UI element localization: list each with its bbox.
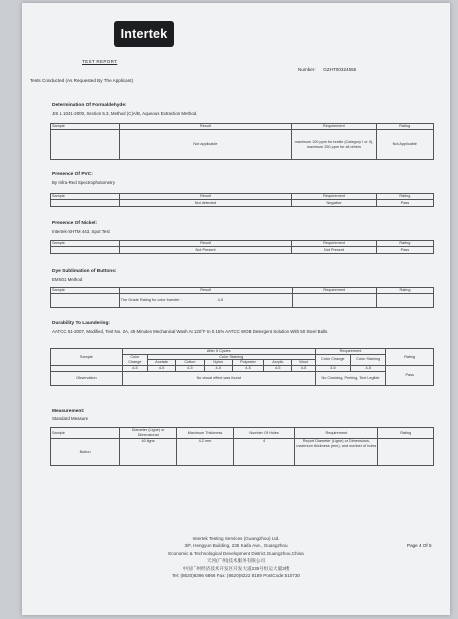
table-header: After 5 Cycles — [122, 349, 315, 355]
pvc-title: Presence Of PVC: — [52, 172, 93, 177]
table-header: Requirement — [315, 349, 386, 355]
table-header: Rating — [378, 428, 434, 439]
dye-table — [50, 287, 434, 308]
table-cell: 3-5 — [315, 365, 350, 371]
rating-cell: Pass — [376, 247, 433, 254]
table-header: Color Staining — [147, 354, 315, 360]
table-header: Diameter (Ligne) or Dimensional — [120, 428, 177, 439]
requirement-cell: maximum 100 ppm for textile (Category I or II), maximum 250 ppm for all others — [292, 130, 376, 160]
pvc-table — [50, 193, 434, 207]
report-title: TEST REPORT — [82, 59, 118, 64]
intertek-logo: Intertek — [114, 21, 174, 47]
table-header: Rating — [376, 288, 433, 294]
sample-cell: Button — [51, 439, 120, 466]
dye-method: EMS01 Method — [52, 277, 83, 282]
result-cell — [119, 294, 292, 308]
requirement-cell: Not Present — [292, 247, 377, 254]
footer-address — [22, 535, 450, 579]
table-header: Requirement — [292, 124, 376, 130]
table-header: Acrylic — [264, 360, 292, 366]
table-header: Result — [119, 124, 291, 130]
table-header: Sample — [51, 241, 120, 247]
table-header: Color Change — [315, 354, 350, 365]
table-cell: 4-5 — [232, 365, 263, 371]
table-header: Nylon — [204, 360, 232, 366]
table-cell: 4-5 — [176, 365, 204, 371]
observation-cell: No visual effect was found — [122, 371, 315, 385]
table-header: Requirement — [292, 241, 377, 247]
table-header: Cotton — [176, 360, 204, 366]
table-header: Requirement — [292, 194, 377, 200]
table-header: Sample — [51, 428, 120, 439]
number-value: GZHT00324555 — [323, 67, 357, 72]
rating-cell: Pass — [386, 365, 434, 385]
footer-line: 3/F, Hengyun Building, 235 Kaifa Ave., Guangzhou — [184, 543, 288, 549]
table-header: Wool — [292, 360, 315, 366]
table-header: Requirement — [292, 288, 376, 294]
table-header: Result — [119, 241, 291, 247]
rating-cell: Pass — [376, 200, 433, 207]
table-header: Color Change — [122, 354, 147, 365]
table-header: Polyester — [232, 360, 263, 366]
table-cell: 4-5 — [122, 365, 147, 371]
table-cell: 4-5 — [292, 365, 315, 371]
formaldehyde-table — [50, 123, 434, 160]
table-header: Sample — [51, 349, 123, 366]
result-cell: Not Present — [119, 247, 291, 254]
page-number: Page 4 Of 5 — [407, 543, 432, 548]
table-header: Color Staining — [351, 354, 386, 365]
table-header: Result — [119, 288, 292, 294]
table-header: Acetate — [147, 360, 175, 366]
requirement-cell: Report Diameter (Ligne) or Dimensions, maximum thickness (mm), and number of holes — [295, 439, 378, 466]
table-cell: 4 — [233, 439, 294, 466]
laundering-method: AATCC 61-2007, Modified, Test No. 2A, 45 Minutes Mechanical Wash At 120°F In 0.15% AATCC WOB Detergent Solution With 50 Steel Balls. — [52, 329, 329, 334]
table-header: Rating — [376, 241, 433, 247]
number-label: Number: — [298, 67, 316, 72]
table-cell: 4.2 mm — [177, 439, 234, 466]
footer-line: 天河(广州)技术服务有限公司 — [206, 558, 266, 564]
table-header: Result — [119, 194, 292, 200]
table-header: Number Of Holes — [233, 428, 294, 439]
nickel-table — [50, 240, 434, 254]
footer-line: Tel: (8620)8396 6866 Fax: (8620)8222 8189 PostCode:510730 — [172, 573, 300, 579]
tests-conducted: Tests Conducted (As Requested By The Applicant) — [30, 78, 134, 83]
table-cell: 4-5 — [147, 365, 175, 371]
table-header: Maximum Thickness — [177, 428, 234, 439]
measurement-method: Standard Measure — [52, 416, 89, 421]
table-header: Rating — [386, 349, 434, 366]
table-header: Sample — [51, 194, 120, 200]
nickel-method: Intertek-SHTM 443, Spot Test — [52, 229, 110, 234]
pvc-method: By Infra-Red Spectrophotometry — [52, 180, 115, 185]
laundering-title: Durability To Laundering: — [52, 321, 111, 326]
table-header: Rating — [376, 194, 433, 200]
footer-line: Intertek Testing Services (Guangzhou) Ltd. — [192, 536, 280, 541]
table-cell: 4-5 — [264, 365, 292, 371]
rating-cell: Not Applicable — [376, 130, 433, 160]
result-cell: Not applicable — [119, 130, 291, 160]
result-cell: Not detected — [119, 200, 292, 207]
table-header: Rating — [376, 124, 433, 130]
table-cell: 4-5 — [204, 365, 232, 371]
report-page — [22, 3, 450, 615]
table-header: Sample — [51, 124, 120, 130]
grade-label: The Grade Rating for color transfer : — [120, 298, 182, 303]
table-header: Requirement — [295, 428, 378, 439]
grade-value: 4-5 — [217, 298, 224, 303]
measurement-table — [50, 427, 434, 466]
footer-line: 中国广州经济技术开发区开发大道235号恒运大厦3楼 — [182, 565, 290, 571]
table-cell: 4-5 — [351, 365, 386, 371]
report-number — [298, 67, 356, 72]
dye-title: Dye Sublimation of Buttons: — [52, 269, 117, 274]
nickel-title: Presence Of Nickel: — [52, 221, 98, 226]
footer-line: Economic & Technological Development District,Guangzhou,China — [168, 550, 304, 556]
table-header: Sample — [51, 288, 120, 294]
observation-requirement: No Cracking, Peeling, Text Legible — [315, 371, 386, 385]
requirement-cell: Negative — [292, 200, 377, 207]
laundering-table — [50, 348, 434, 386]
observation-label: Observation — [51, 371, 123, 385]
table-cell: 40 ligne — [120, 439, 177, 466]
measurement-title: Measurement: — [52, 409, 85, 414]
formaldehyde-method: JIS L 1041-2000, Section 5.3, Method (C)A/B, Aqueous Extraction Method. — [52, 111, 198, 116]
formaldehyde-title: Determination Of Formaldehyde: — [52, 103, 127, 108]
